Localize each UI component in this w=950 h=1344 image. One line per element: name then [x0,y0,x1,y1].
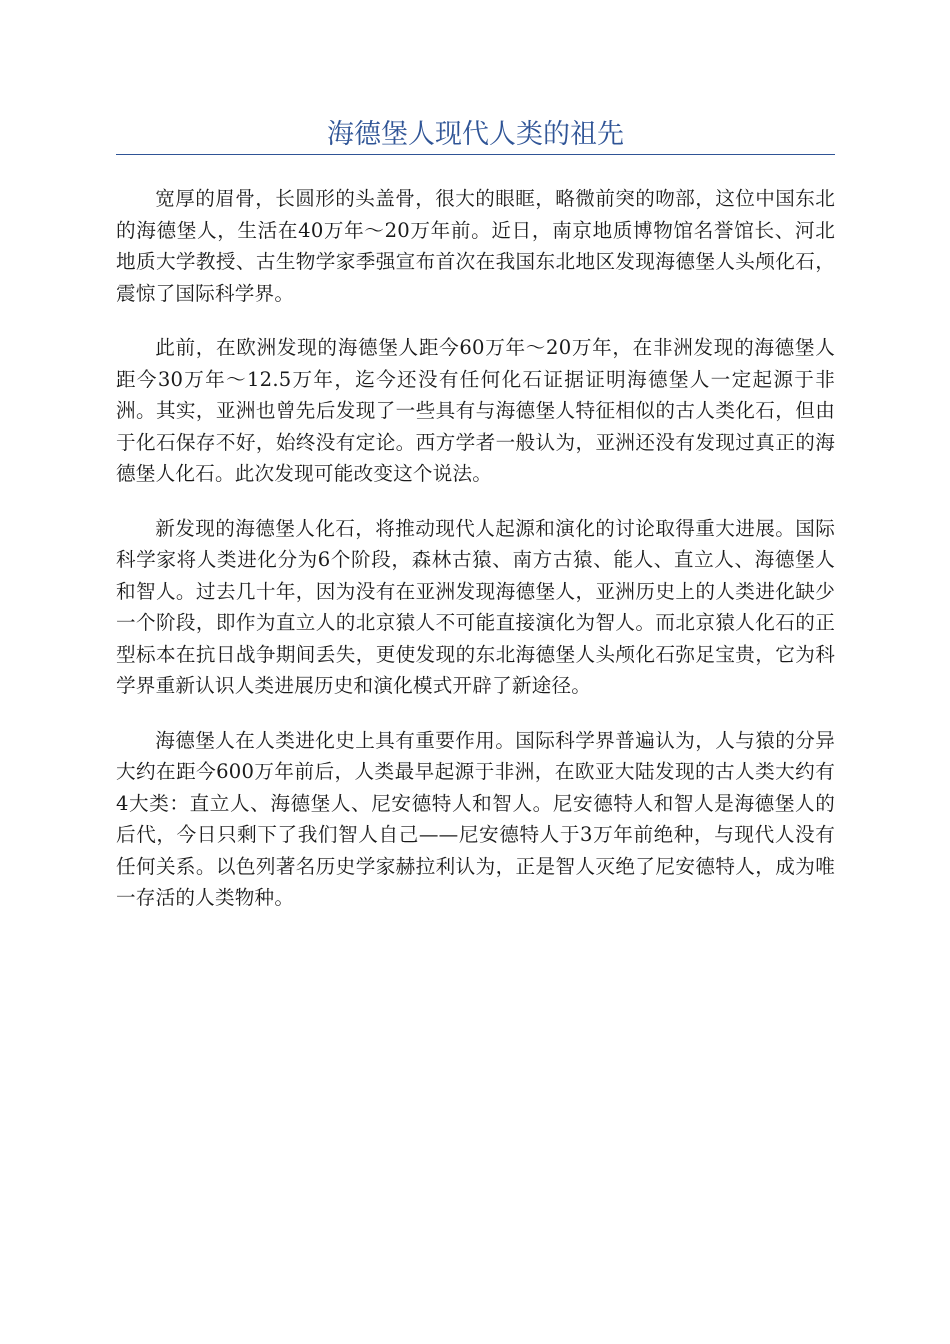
paragraph-4: 海德堡人在人类进化史上具有重要作用。国际科学界普遍认为，人与猿的分异大约在距今600万年前后，人类最早起源于非洲，在欧亚大陆发现的古人类大约有4大类：直立人、海德堡人、尼安德特人和智人。尼安德特人和智人是海德堡人的后代，今日只剩下了我们智人自己——尼安德特人于3万年前绝种，与现代人没有任何关系。以色列著名历史学家赫拉利认为，正是智人灭绝了尼安德特人，成为唯一存活的人类物种。 [116,728,835,909]
document-title: 海德堡人现代人类的祖先 [327,119,624,150]
title-underline [116,154,835,155]
paragraph-3: 新发现的海德堡人化石，将推动现代人起源和演化的讨论取得重大进展。国际科学家将人类进化分为6个阶段，森林古猿、南方古猿、能人、直立人、海德堡人和智人。过去几十年，因为没有在亚洲发现海德堡人，亚洲历史上的人类进化缺少一个阶段，即作为直立人的北京猿人不可能直接演化为智人。而北京猿人化石的正型标本在抗日战争期间丢失，更使发现的东北海德堡人头颅化石弥足宝贵，它为科学界重新认识人类进展历史和演化模式开辟了新途径。 [116,516,835,697]
paragraph-1: 宽厚的眉骨，长圆形的头盖骨，很大的眼眶，略微前突的吻部，这位中国东北的海德堡人，生活在40万年～20万年前。近日，南京地质博物馆名誉馆长、河北地质大学教授、古生物学家季强宣布首次在我国东北地区发现海德堡人头颅化石，震惊了国际科学界。 [116,187,835,305]
document-page [116,0,835,937]
paragraph-2: 此前，在欧洲发现的海德堡人距今60万年～20万年，在非洲发现的海德堡人距今30万年～12.5万年，迄今还没有任何化石证据证明海德堡人一定起源于非洲。其实，亚洲也曾先后发现了一些具有与海德堡人特征相似的古人类化石，但由于化石保存不好，始终没有定论。西方学者一般认为，亚洲还没有发现过真正的海德堡人化石。此次发现可能改变这个说法。 [116,336,835,485]
document-body [116,183,835,914]
